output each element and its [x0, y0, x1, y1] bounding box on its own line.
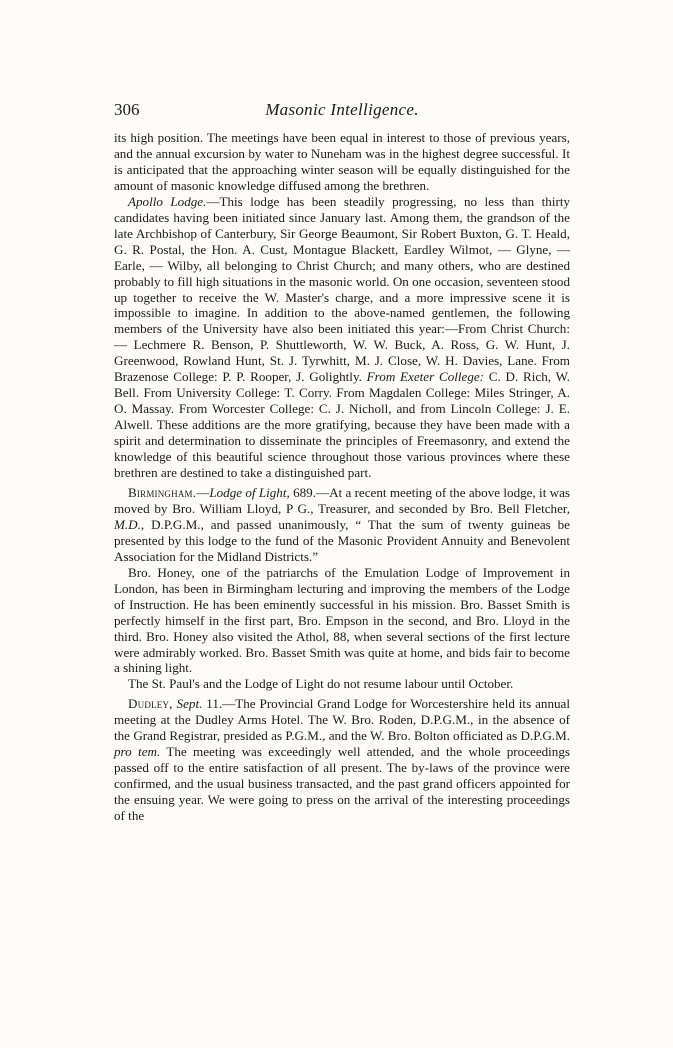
text-run: The St. Paul's and the Lodge of Light do not resume labour until October. — [128, 676, 514, 692]
text-run: Apollo Lodge. — [128, 193, 207, 209]
paragraph-bro-honey — [114, 565, 570, 677]
text-run: C. D. Rich, W. Bell. From University College: T. Corry. From Magdalen College: Miles Stringer, A. O. Massay. From Worcester College: C. J. Nicholl, and from Lincoln College: J. E. Alwell. These additions are the more gratifying, because they have been made with a spirit and determination to disseminate the principles of Freemasonry, and extend the knowledge of this beautiful science throughout those various provinces where these brethren are destined to take a distinguished part. — [114, 369, 570, 481]
text-run: Lodge of Light, — [209, 484, 290, 500]
running-title: Masonic Intelligence. — [265, 100, 419, 119]
page-number: 306 — [114, 100, 140, 119]
article-body — [114, 130, 570, 824]
text-run: Dudley, — [128, 696, 173, 712]
text-run: Bro. Honey, one of the patriarchs of the Emulation Lodge of Improvement in London, has been in Birmingham lecturing and improving the members of the Lodge of Instruction. He has been eminently successful in his mission. Bro. Basset Smith is perfectly himself in the first part, Bro. Empson in the second, and Bro. Lloyd in the third. Bro. Honey also visited the Athol, 88, when several sections of the first lecture were admirably worked. Bro. Basset Smith was quite at home, and bids fair to become a shining light. — [114, 564, 570, 676]
paragraph-oxford-continuation — [114, 130, 570, 194]
text-run: The meeting was exceedingly well attended, and the whole proceedings passed off to the entire satisfaction of all present. The by-laws of the province were confirmed, and the usual business transacted, and the past grand officers appointed for the ensuing year. We were going to press on the arrival of the interesting proceedings of the — [114, 744, 570, 824]
paragraph-birmingham — [114, 485, 570, 565]
text-run: Sept. — [176, 696, 203, 712]
text-run: —This lodge has been steadily progressing, no less than thirty candidates having been initiated since January last. Among them, the grandson of the late Archbishop of Canterbury, Sir George Beaumont, Sir Robert Buxton, G. T. Heald, G. R. Postal, the Hon. A. Cust, Montague Blackett, Eardley Wilmot, — Glyne, — Earle, — Wilby, all belonging to Christ Church; and many others, who are destined probably to fill high situations in the masonic world. On one occasion, seventeen stood up together to receive the W. Master's charge, and a more impressive scene it is impossible to imagine. In addition to the above-named gentlemen, the following members of the University have also been initiated this year:—From Christ Church: — Lechmere R. Benson, P. Shuttleworth, W. W. Buck, A. Ross, G. W. Hunt, J. Greenwood, Rowland Hunt, St. J. Tyrwhitt, M. J. Close, W. H. Davies, Lane. From Brazenose College: P. P. Rooper, J. Golightly. — [114, 193, 570, 385]
text-run: its high position. The meetings have been equal in interest to those of previous years, and the annual excursion by water to Nuneham was in the highest degree successful. It is anticipated that the approaching winter season will be equally distinguished for the amount of masonic knowledge diffused among the brethren. — [114, 130, 570, 193]
text-run: pro tem. — [114, 744, 161, 760]
paragraph-dudley — [114, 696, 570, 824]
paragraph-st-pauls — [114, 676, 570, 692]
text-run: 689.—At a recent meeting of the above lodge, it was moved by Bro. William Lloyd, P G., Treasurer, and seconded by Bro. Bell Fletcher, — [114, 484, 570, 516]
text-run: , D.P.G.M., and passed unanimously, “ That the sum of twenty guineas be presented by this lodge to the fund of the Masonic Provident Annuity and Benevolent Association for the Midland Districts.” — [114, 516, 570, 564]
text-run: 11.—The Provincial Grand Lodge for Worcestershire held its annual meeting at the Dudley Arms Hotel. The W. Bro. Roden, D.P.G.M., in the absence of the Grand Registrar, presided as P.G.M., and the W. Bro. Bolton officiated as D.P.G.M. — [114, 696, 570, 744]
text-run: Birmingham. — [128, 484, 197, 500]
text-run: M.D. — [114, 516, 141, 532]
paragraph-apollo-lodge — [114, 194, 570, 481]
text-run: From Exeter College: — [366, 369, 485, 385]
text-run: — — [196, 484, 210, 500]
page-header — [114, 100, 570, 124]
